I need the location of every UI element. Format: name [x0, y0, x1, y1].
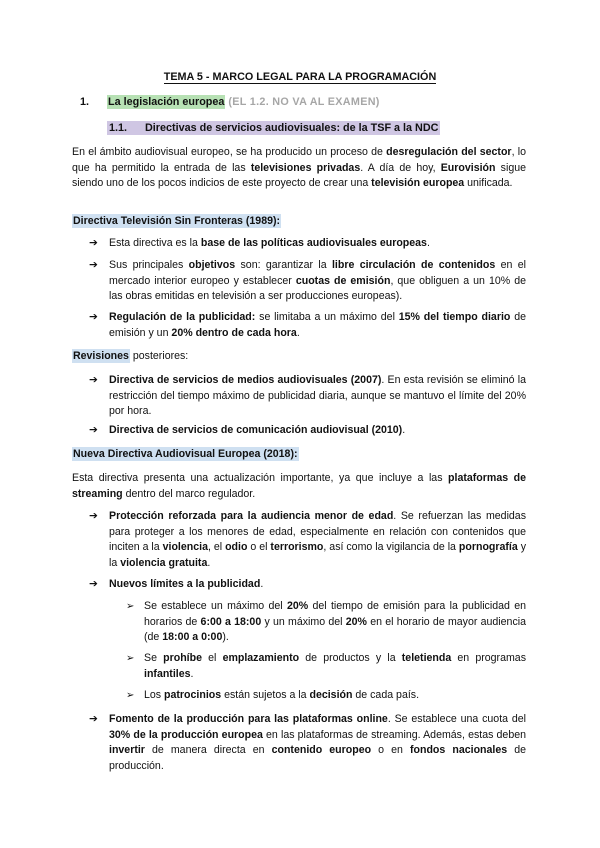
revision-bullet-2: ➔ Directiva de servicios de comunicación audiovisual (2010).: [89, 423, 526, 439]
revision-bullet-1: ➔ Directiva de servicios de medios audiovisuales (2007). En esta revisión se eliminó la restricción del tiempo máximo de publicidad diaria, aunque se mantuvo el límite del 20% por hora.: [89, 374, 526, 417]
arrow-icon: ➔: [89, 713, 98, 725]
ndc-sub-bullet-3: ➢ Los patrocinios están sujetos a la decisión de cada país.: [126, 688, 526, 704]
ndc-intro-paragraph: Esta directiva presenta una actualización importante, ya que incluye a las plataformas de streaming dentro del marco regulador.: [72, 472, 527, 500]
arrow-icon: ➔: [89, 424, 98, 436]
arrow-icon: ➔: [89, 311, 98, 323]
section-1-number: 1.: [80, 96, 90, 108]
section-1-1-label: Directivas de servicios audiovisuales: de la TSF a la NDC: [145, 122, 439, 134]
ndc-sub-bullet-1: ➢ Se establece un máximo del 20% del tiempo de emisión para la publicidad en horarios de 6:00 a 18:00 y un máximo del 20% en el horario de mayor audiencia (de 18:00 a 0:00).: [126, 600, 526, 643]
intro-paragraph: En el ámbito audiovisual europeo, se ha producido un proceso de desregulación del sector, lo que ha permitido la entrada de las televisiones privadas. A día de hoy, Eurovisión sigue siendo uno de los pocos indicios de este proyecto de crear una televisión europea unificada.: [72, 146, 526, 189]
arrow-icon: ➔: [89, 374, 98, 386]
sub-arrow-icon: ➢: [126, 601, 135, 612]
arrow-icon: ➔: [89, 259, 98, 271]
section-1-label: La legislación europea: [108, 96, 225, 108]
section-1-note: (EL 1.2. NO VA AL EXAMEN): [228, 96, 380, 108]
tsf-bullet-1: ➔ Esta directiva es la base de las políticas audiovisuales europeas.: [89, 236, 526, 252]
sub-arrow-icon: ➢: [126, 690, 135, 701]
ndc-bullet-1: ➔ Protección reforzada para la audiencia menor de edad. Se refuerzan las medidas para proteger a los menores de edad, especialmente en relación con contenidos que inciten a la violencia, el odio o el terrorismo, así como la vigilancia de la pornografía y la violencia gratuita.: [89, 510, 527, 569]
section-1-1-heading: [107, 121, 440, 137]
sub-arrow-icon: ➢: [126, 653, 135, 664]
section-1-heading: [80, 95, 380, 111]
tsf-heading: Directiva Televisión Sin Fronteras (1989):: [73, 215, 281, 227]
tsf-bullet-3: ➔ Regulación de la publicidad: se limitaba a un máximo del 15% del tiempo diario de emisión y un 20% dentro de cada hora.: [89, 311, 526, 339]
ndc-heading: Nueva Directiva Audiovisual Europea (2018):: [73, 448, 298, 460]
revisions-heading: Revisiones posteriores:: [73, 350, 189, 362]
ndc-bullet-2: ➔ Nuevos límites a la publicidad.: [89, 577, 526, 593]
arrow-icon: ➔: [89, 510, 98, 522]
arrow-icon: ➔: [89, 578, 98, 590]
ndc-bullet-3: ➔ Fomento de la producción para las plataformas online. Se establece una cuota del 30% de la producción europea en las plataformas de streaming. Además, estas deben invertir de manera directa en contenido europeo o en fondos nacionales de producción.: [89, 713, 527, 772]
tsf-bullet-2: ➔ Sus principales objetivos son: garantizar la libre circulación de contenidos en el mercado interior europeo y establecer cuotas de emisión, que obliguen a un 10% de las obras emitidas en televisión a ser producciones europeas).: [89, 259, 526, 302]
page-title: TEMA 5 - MARCO LEGAL PARA LA PROGRAMACIÓN: [163, 71, 437, 83]
arrow-icon: ➔: [89, 237, 98, 249]
ndc-sub-bullet-2: ➢ Se prohíbe el emplazamiento de productos y la teletienda en programas infantiles.: [126, 652, 526, 680]
section-1-1-number: 1.1.: [109, 122, 128, 134]
